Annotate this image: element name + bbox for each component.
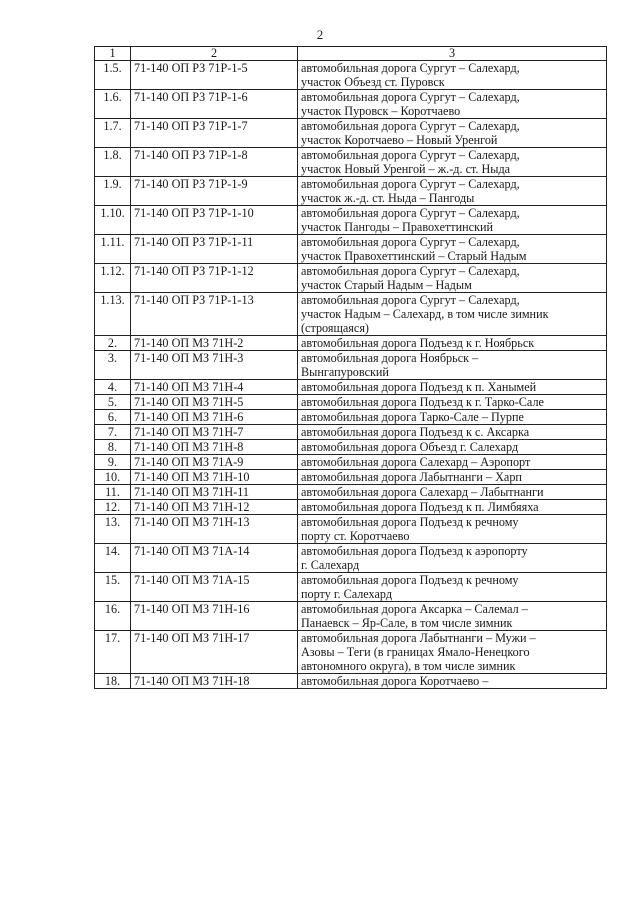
- road-name-line: автомобильная дорога Подъезд к речному: [301, 515, 519, 529]
- road-name-line: автомобильная дорога Подъезд к г. Ноябрьск: [301, 336, 535, 350]
- road-name: [298, 351, 607, 380]
- row-number: 3.: [95, 351, 131, 380]
- road-name: [298, 90, 607, 119]
- road-name-line: Панаевск – Яр-Сале, в том числе зимник: [301, 616, 513, 630]
- table-row: [95, 515, 607, 544]
- row-number: 1.12.: [95, 264, 131, 293]
- table-row: [95, 631, 607, 674]
- column-header-name: 3: [298, 47, 607, 61]
- road-name: [298, 573, 607, 602]
- road-name-line: автомобильная дорога Подъезд к с. Аксарка: [301, 425, 530, 439]
- road-name-line: автомобильная дорога Сургут – Салехард,: [301, 177, 520, 191]
- road-code: 71-140 ОП МЗ 71Н-13: [131, 515, 298, 544]
- table-row: [95, 500, 607, 515]
- road-name-line: автомобильная дорога Сургут – Салехард,: [301, 61, 520, 75]
- row-number: 12.: [95, 500, 131, 515]
- table-row: [95, 485, 607, 500]
- table-row: [95, 264, 607, 293]
- row-number: 5.: [95, 395, 131, 410]
- table-row: [95, 351, 607, 380]
- column-header-number: 1: [95, 47, 131, 61]
- road-name-line: автомобильная дорога Сургут – Салехард,: [301, 90, 520, 104]
- road-name: [298, 500, 607, 515]
- row-number: 1.5.: [95, 61, 131, 90]
- row-number: 1.7.: [95, 119, 131, 148]
- road-name-line: автомобильная дорога Салехард – Лабытнанги: [301, 485, 544, 499]
- road-name-line: автомобильная дорога Подъезд к аэропорту: [301, 544, 528, 558]
- table-row: [95, 455, 607, 470]
- road-name-line: автомобильная дорога Подъезд к п. Лимбяяха: [301, 500, 539, 514]
- row-number: 1.13.: [95, 293, 131, 336]
- road-code: 71-140 ОП МЗ 71Н-18: [131, 674, 298, 689]
- road-code: 71-140 ОП МЗ 71Н-3: [131, 351, 298, 380]
- table-row: [95, 61, 607, 90]
- row-number: 18.: [95, 674, 131, 689]
- row-number: 1.11.: [95, 235, 131, 264]
- road-code: 71-140 ОП МЗ 71А-15: [131, 573, 298, 602]
- road-name: [298, 235, 607, 264]
- road-name-line: автомобильная дорога Лабытнанги – Мужи –: [301, 631, 536, 645]
- table-row: [95, 336, 607, 351]
- table-row: [95, 544, 607, 573]
- table-row: [95, 293, 607, 336]
- road-name-line: автомобильная дорога Сургут – Салехард,: [301, 293, 520, 307]
- row-number: 7.: [95, 425, 131, 440]
- table-row: [95, 395, 607, 410]
- road-code: 71-140 ОП МЗ 71Н-16: [131, 602, 298, 631]
- roads-table: [94, 46, 607, 689]
- road-code: 71-140 ОП МЗ 71Н-11: [131, 485, 298, 500]
- road-name: [298, 61, 607, 90]
- road-name: [298, 515, 607, 544]
- road-code: 71-140 ОП РЗ 71Р-1-6: [131, 90, 298, 119]
- road-code: 71-140 ОП РЗ 71Р-1-10: [131, 206, 298, 235]
- table-row: [95, 425, 607, 440]
- road-name-line: участок Правохеттинский – Старый Надым: [301, 249, 527, 263]
- road-name: [298, 674, 607, 689]
- road-name-line: участок Объезд ст. Пуровск: [301, 75, 445, 89]
- road-name: [298, 455, 607, 470]
- page-number: 2: [316, 27, 324, 42]
- road-code: 71-140 ОП РЗ 71Р-1-12: [131, 264, 298, 293]
- road-code: 71-140 ОП МЗ 71А-14: [131, 544, 298, 573]
- road-code: 71-140 ОП МЗ 71Н-12: [131, 500, 298, 515]
- road-code: 71-140 ОП РЗ 71Р-1-5: [131, 61, 298, 90]
- row-number: 1.9.: [95, 177, 131, 206]
- road-code: 71-140 ОП МЗ 71А-9: [131, 455, 298, 470]
- road-name: [298, 470, 607, 485]
- road-code: 71-140 ОП МЗ 71Н-8: [131, 440, 298, 455]
- road-name-line: Вынгапуровский: [301, 365, 389, 379]
- row-number: 11.: [95, 485, 131, 500]
- table-row: [95, 380, 607, 395]
- road-name-line: порту ст. Коротчаево: [301, 529, 410, 543]
- road-code: 71-140 ОП РЗ 71Р-1-13: [131, 293, 298, 336]
- road-name-line: участок Пуровск – Коротчаево: [301, 104, 461, 118]
- road-name-line: автомобильная дорога Тарко-Сале – Пурпе: [301, 410, 524, 424]
- table-row: [95, 573, 607, 602]
- road-name-line: автомобильная дорога Лабытнанги – Харп: [301, 470, 522, 484]
- road-name: [298, 631, 607, 674]
- road-name-line: участок ж.-д. ст. Ныда – Пангоды: [301, 191, 475, 205]
- table-row: [95, 206, 607, 235]
- road-name: [298, 380, 607, 395]
- row-number: 10.: [95, 470, 131, 485]
- row-number: 14.: [95, 544, 131, 573]
- table-header-row: [95, 47, 607, 61]
- row-number: 8.: [95, 440, 131, 455]
- road-name: [298, 425, 607, 440]
- road-code: 71-140 ОП МЗ 71Н-6: [131, 410, 298, 425]
- road-name: [298, 177, 607, 206]
- column-header-code: 2: [131, 47, 298, 61]
- road-code: 71-140 ОП РЗ 71Р-1-8: [131, 148, 298, 177]
- road-name: [298, 148, 607, 177]
- road-name-line: участок Пангоды – Правохеттинский: [301, 220, 494, 234]
- road-name-line: автомобильная дорога Подъезд к речному: [301, 573, 519, 587]
- road-code: 71-140 ОП РЗ 71Р-1-7: [131, 119, 298, 148]
- road-name: [298, 264, 607, 293]
- road-name-line: автомобильная дорога Сургут – Салехард,: [301, 148, 520, 162]
- row-number: 13.: [95, 515, 131, 544]
- table-row: [95, 470, 607, 485]
- road-code: 71-140 ОП МЗ 71Н-2: [131, 336, 298, 351]
- road-name-line: автомобильная дорога Сургут – Салехард,: [301, 235, 520, 249]
- row-number: 4.: [95, 380, 131, 395]
- row-number: 6.: [95, 410, 131, 425]
- road-name: [298, 119, 607, 148]
- table-row: [95, 119, 607, 148]
- road-code: 71-140 ОП МЗ 71Н-5: [131, 395, 298, 410]
- road-name: [298, 395, 607, 410]
- table-row: [95, 148, 607, 177]
- road-name-line: автомобильная дорога Сургут – Салехард,: [301, 119, 520, 133]
- table-row: [95, 177, 607, 206]
- row-number: 15.: [95, 573, 131, 602]
- road-name: [298, 336, 607, 351]
- road-code: 71-140 ОП РЗ 71Р-1-9: [131, 177, 298, 206]
- road-name: [298, 293, 607, 336]
- row-number: 1.10.: [95, 206, 131, 235]
- road-code: 71-140 ОП МЗ 71Н-4: [131, 380, 298, 395]
- road-name-line: порту г. Салехард: [301, 587, 393, 601]
- road-name-line: автономного округа), в том числе зимник: [301, 659, 516, 673]
- road-name-line: автомобильная дорога Коротчаево –: [301, 674, 489, 688]
- road-name-line: автомобильная дорога Ноябрьск –: [301, 351, 479, 365]
- road-name-line: автомобильная дорога Сургут – Салехард,: [301, 264, 520, 278]
- row-number: 16.: [95, 602, 131, 631]
- road-name-line: участок Старый Надым – Надым: [301, 278, 472, 292]
- table-row: [95, 674, 607, 689]
- road-name-line: участок Надым – Салехард, в том числе зимник: [301, 307, 549, 321]
- table-row: [95, 440, 607, 455]
- road-name-line: автомобильная дорога Салехард – Аэропорт: [301, 455, 531, 469]
- road-code: 71-140 ОП МЗ 71Н-7: [131, 425, 298, 440]
- road-name-line: автомобильная дорога Сургут – Салехард,: [301, 206, 520, 220]
- road-code: 71-140 ОП РЗ 71Р-1-11: [131, 235, 298, 264]
- road-name-line: автомобильная дорога Объезд г. Салехард: [301, 440, 519, 454]
- road-name: [298, 602, 607, 631]
- row-number: 9.: [95, 455, 131, 470]
- road-name-line: Азовы – Теги (в границах Ямало-Ненецкого: [301, 645, 530, 659]
- road-code: 71-140 ОП МЗ 71Н-10: [131, 470, 298, 485]
- row-number: 2.: [95, 336, 131, 351]
- road-name: [298, 410, 607, 425]
- road-name-line: автомобильная дорога Аксарка – Салемал –: [301, 602, 528, 616]
- table-row: [95, 602, 607, 631]
- row-number: 17.: [95, 631, 131, 674]
- table-row: [95, 90, 607, 119]
- road-code: 71-140 ОП МЗ 71Н-17: [131, 631, 298, 674]
- road-name: [298, 485, 607, 500]
- road-name-line: участок Коротчаево – Новый Уренгой: [301, 133, 498, 147]
- table-row: [95, 410, 607, 425]
- road-name: [298, 544, 607, 573]
- road-name-line: (строящаяся): [301, 321, 369, 335]
- road-name-line: автомобильная дорога Подъезд к г. Тарко-Сале: [301, 395, 544, 409]
- road-name: [298, 440, 607, 455]
- row-number: 1.6.: [95, 90, 131, 119]
- road-name-line: участок Новый Уренгой – ж.-д. ст. Ныда: [301, 162, 511, 176]
- road-name: [298, 206, 607, 235]
- road-name-line: автомобильная дорога Подъезд к п. Ханымей: [301, 380, 537, 394]
- road-name-line: г. Салехард: [301, 558, 360, 572]
- table-row: [95, 235, 607, 264]
- row-number: 1.8.: [95, 148, 131, 177]
